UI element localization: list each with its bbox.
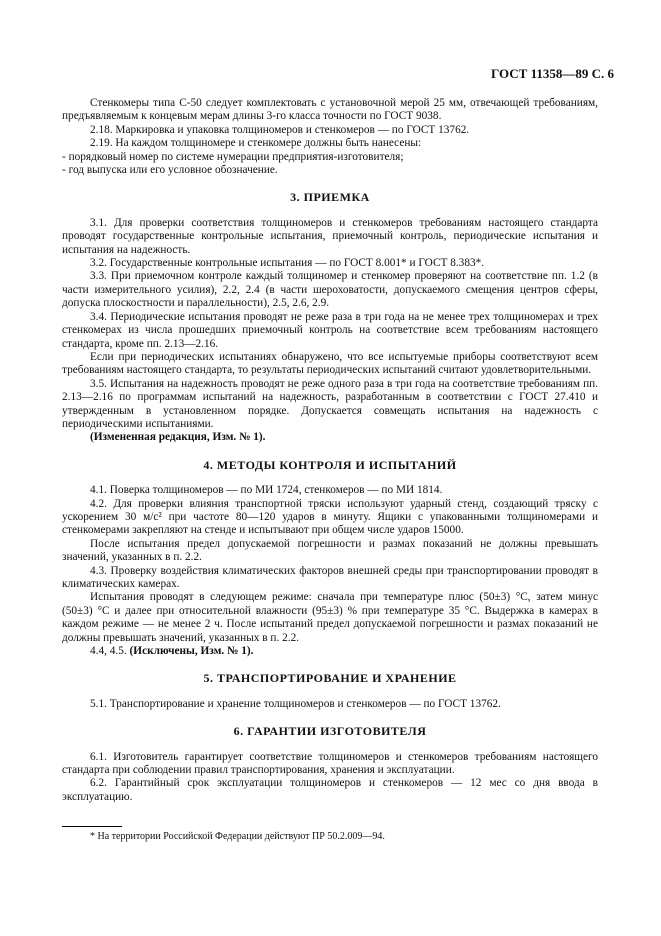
paragraph: 4.2. Для проверки влияния транспортной тряски используют ударный стенд, создающий тряску с ускорением 30 м/с² при частоте 80—120 ударов в минуту. Ящики с упакованными толщиномерами и стенкомерами закрепляют на стенде и испытывают при общем числе ударов 15000. xyxy=(62,497,598,537)
paragraph: 2.19. На каждом толщиномере и стенкомере должны быть нанесены: xyxy=(90,137,422,150)
section-title-acceptance: 3. ПРИЕМКА xyxy=(290,190,370,205)
section-title-methods: 4. МЕТОДЫ КОНТРОЛЯ И ИСПЫТАНИЙ xyxy=(203,457,457,472)
section-title-warranty: 6. ГАРАНТИИ ИЗГОТОВИТЕЛЯ xyxy=(233,724,427,739)
paragraph: 3.4. Периодические испытания проводят не реже раза в три года на не менее трех толщиномерах и трех стенкомерах из числа прошедших приемочный контроль на соответствие всем требованиям настоящего стандарта, кроме пп. 2.13—2.16. xyxy=(62,310,598,350)
paragraph: Испытания проводят в следующем режиме: сначала при температуре плюс (50±3) °С, затем минус (50±3) °С и далее при относительной влажности (95±3) % при температуре 35 °С. Выдержка в камерах в каждом режиме — не менее 2 ч. После испытаний предел допускаемой погрешности и размах показаний не должны превышать значений, указанных в п. 2.2. xyxy=(62,591,598,644)
document-body xyxy=(62,97,598,804)
paragraph: 3.2. Государственные контрольные испытания — по ГОСТ 8.001* и ГОСТ 8.383*. xyxy=(90,257,485,270)
page-header: ГОСТ 11358—89 С. 6 xyxy=(491,66,614,81)
note-prefix: 4.4, 4.5. xyxy=(90,645,130,658)
paragraph: Если при периодических испытаниях обнаружено, что все испытуемые приборы соответствуют всем требованиям настоящего стандарта, то результаты периодических испытаний считают удовлетворительными. xyxy=(62,350,598,377)
paragraph: 6.2. Гарантийный срок эксплуатации толщиномеров и стенкомеров — 12 мес со дня ввода в эксплуатацию. xyxy=(62,777,598,803)
paragraph: 4.1. Поверка толщиномеров — по МИ 1724, стенкомеров — по МИ 1814. xyxy=(90,484,443,497)
paragraph: После испытания предел допускаемой погрешности и размах показаний не должны превышать значений, указанных в п. 2.2. xyxy=(62,537,598,564)
list-item: - порядковый номер по системе нумерации предприятия-изготовителя; xyxy=(62,150,404,163)
amendment-note: (Исключены, Изм. № 1). xyxy=(129,645,254,658)
footnote-divider xyxy=(62,826,122,827)
paragraph: 3.1. Для проверки соответствия толщиномеров и стенкомеров требованиям настоящего стандарта проводят государственные контрольные испытания, приемочный контроль, периодические испытания и испытания на надежность. xyxy=(62,216,598,256)
paragraph: 5.1. Транспортирование и хранение толщиномеров и стенкомеров — по ГОСТ 13762. xyxy=(90,697,501,710)
paragraph xyxy=(62,645,598,658)
list-item: - год выпуска или его условное обозначение. xyxy=(62,164,278,177)
paragraph: 2.18. Маркировка и упаковка толщиномеров и стенкомеров — по ГОСТ 13762. xyxy=(90,123,470,136)
paragraph: Стенкомеры типа С-50 следует комплектовать с установочной мерой 25 мм, отвечающей требованиям, предъявляемым к концевым мерам длины 3-го класса точности по ГОСТ 9038. xyxy=(62,97,598,123)
section-title-transport: 5. ТРАНСПОРТИРОВАНИЕ И ХРАНЕНИЕ xyxy=(203,671,457,686)
footnote: * На территории Российской Федерации действуют ПР 50.2.009—94. xyxy=(90,831,385,842)
paragraph: 3.3. При приемочном контроле каждый толщиномер и стенкомер проверяют на соответствие пп. 1.2 (в части измерительного усилия), 2.2, 2.4 (в части шероховатости, допускаемого смещения центров сферы, допуска плоскостности и параллельности), 2.5, 2.6, 2.9. xyxy=(62,270,598,310)
paragraph: 6.1. Изготовитель гарантирует соответствие толщиномеров и стенкомеров требованиям настоящего стандарта при соблюдении правил транспортирования, хранения и эксплуатации. xyxy=(62,750,598,777)
paragraph: 3.5. Испытания на надежность проводят не реже одного раза в три года на соответствие требованиям пп. 2.13—2.16 по программам испытаний на надежность, разработанным в соответствии с ГОСТ 27.410 и утвержденным в установленном порядке. Допускается совмещать испытания на надежность с периодическими испытаниями. xyxy=(62,377,598,430)
paragraph: 4.3. Проверку воздействия климатических факторов внешней среды при транспортировании проводят в климатических камерах. xyxy=(62,564,598,590)
amendment-note: (Измененная редакция, Изм. № 1). xyxy=(90,431,266,444)
